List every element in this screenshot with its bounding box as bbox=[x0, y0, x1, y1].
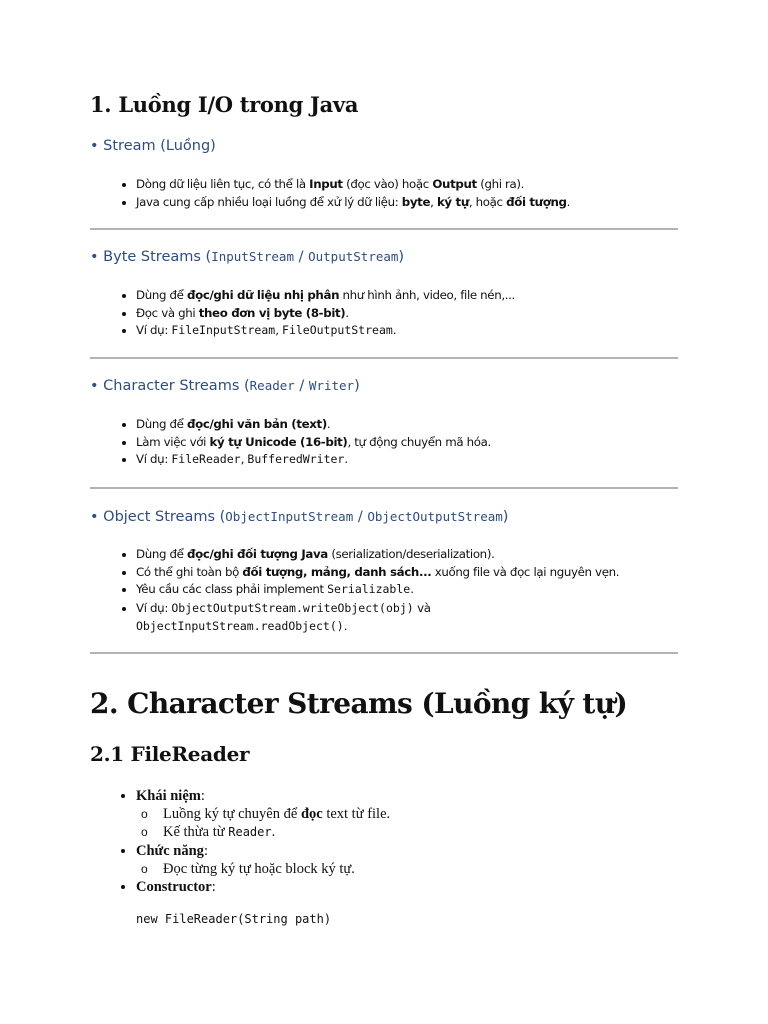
sub-list bbox=[136, 860, 696, 878]
sub-list-item: o Luồng ký tự chuyên để đọc text từ file. bbox=[163, 805, 696, 823]
list-item: • Có thể ghi toàn bộ đối tượng, mảng, danh sách... xuống file và đọc lại nguyên vẹn. bbox=[136, 564, 696, 582]
byte-streams-list bbox=[108, 287, 696, 340]
section-stream-title: • Stream (Luồng) bbox=[90, 138, 216, 154]
heading-character-streams: 2. Character Streams (Luồng ký tự) bbox=[90, 687, 628, 720]
sub-list bbox=[136, 805, 696, 841]
divider bbox=[90, 357, 678, 359]
character-streams-list bbox=[108, 416, 696, 469]
sub-list-item: o Đọc từng ký tự hoặc block ký tự. bbox=[163, 860, 696, 878]
list-item: • Khái niệm: o Luồng ký tự chuyên để đọc text từ file. o Kế thừa từ Reader. bbox=[136, 787, 696, 842]
list-item: • Dùng để đọc/ghi văn bản (text). bbox=[136, 416, 696, 434]
stream-list bbox=[108, 176, 696, 211]
object-streams-list bbox=[108, 546, 696, 635]
divider bbox=[90, 487, 678, 489]
list-item: • Dùng để đọc/ghi dữ liệu nhị phân như hình ảnh, video, file nén,... bbox=[136, 287, 696, 305]
heading-filereader: 2.1 FileReader bbox=[90, 742, 250, 766]
list-item: • Yêu cầu các class phải implement Serializable. bbox=[136, 581, 696, 599]
list-item: • Chức năng: o Đọc từng ký tự hoặc block ký tự. bbox=[136, 842, 696, 878]
section-character-streams-title: • Character Streams (Reader / Writer) bbox=[90, 378, 360, 394]
filereader-list bbox=[108, 787, 696, 896]
list-item: • Ví dụ: FileReader, BufferedWriter. bbox=[136, 451, 696, 469]
sub-list-item: o Kế thừa từ Reader. bbox=[163, 823, 696, 841]
list-item: • Java cung cấp nhiều loại luồng để xử lý dữ liệu: byte, ký tự, hoặc đối tượng. bbox=[136, 194, 696, 212]
divider bbox=[90, 228, 678, 230]
list-item: • Đọc và ghi theo đơn vị byte (8-bit). bbox=[136, 305, 696, 323]
section-object-streams-title: • Object Streams (ObjectInputStream / ObjectOutputStream) bbox=[90, 509, 509, 525]
divider bbox=[90, 652, 678, 654]
heading-io-streams: 1. Luồng I/O trong Java bbox=[90, 92, 359, 117]
list-item: • Ví dụ: ObjectOutputStream.writeObject(obj) và ObjectInputStream.readObject(). bbox=[136, 599, 556, 635]
list-item: • Làm việc với ký tự Unicode (16-bit), tự động chuyển mã hóa. bbox=[136, 434, 696, 452]
list-item: • Ví dụ: FileInputStream, FileOutputStream. bbox=[136, 322, 696, 340]
list-item: • Dòng dữ liệu liên tục, có thể là Input (đọc vào) hoặc Output (ghi ra). bbox=[136, 176, 696, 194]
code-block: new FileReader(String path) bbox=[136, 912, 332, 926]
list-item: • Constructor: bbox=[136, 878, 696, 896]
section-byte-streams-title: • Byte Streams (InputStream / OutputStream) bbox=[90, 249, 405, 265]
list-item: • Dùng để đọc/ghi đối tượng Java (serialization/deserialization). bbox=[136, 546, 696, 564]
